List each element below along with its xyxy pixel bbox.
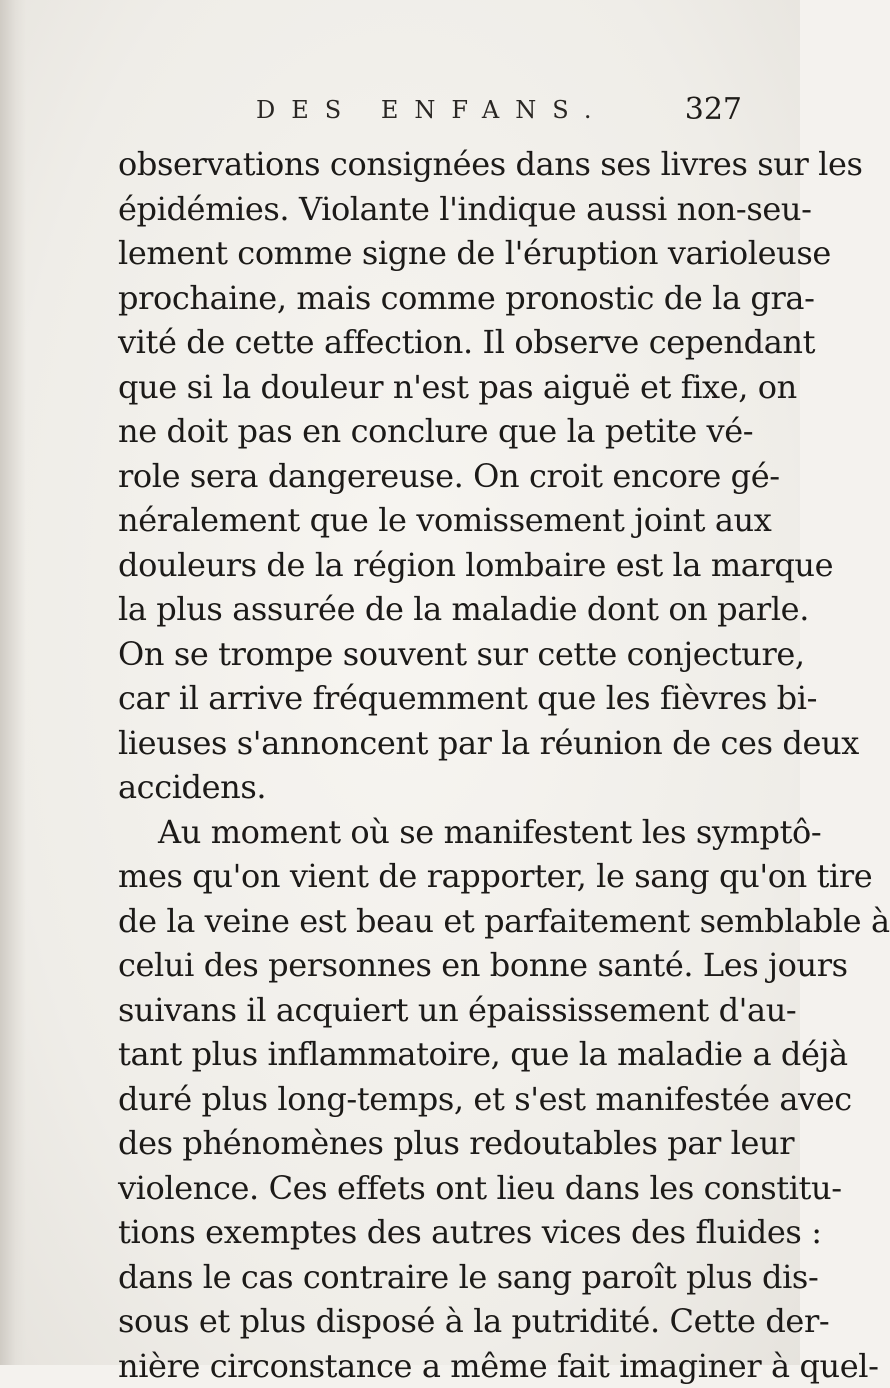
- text-line: tant plus inflammatoire, que la maladie a déjà: [118, 1032, 740, 1077]
- text-line: role sera dangereuse. On croit encore gé-: [118, 454, 740, 499]
- text-line: tions exemptes des autres vices des fluides :: [118, 1210, 740, 1255]
- text-line: lement comme signe de l'éruption varioleuse: [118, 231, 740, 276]
- text-line: néralement que le vomissement joint aux: [118, 498, 740, 543]
- text-line: prochaine, mais comme pronostic de la gra-: [118, 276, 740, 321]
- text-line: des phénomènes plus redoutables par leur: [118, 1121, 740, 1166]
- text-line: car il arrive fréquemment que les fièvres bi-: [118, 676, 740, 721]
- running-title: DES ENFANS.: [256, 96, 607, 124]
- text-line: la plus assurée de la maladie dont on parle.: [118, 587, 740, 632]
- text-line: vité de cette affection. Il observe cependant: [118, 320, 740, 365]
- text-line: que si la douleur n'est pas aiguë et fixe, on: [118, 365, 740, 410]
- text-line: ne doit pas en conclure que la petite vé-: [118, 409, 740, 454]
- text-line-paragraph-start: Au moment où se manifestent les symptô-: [118, 810, 740, 855]
- text-line: suivans il acquiert un épaississement d'au-: [118, 988, 740, 1033]
- text-line: douleurs de la région lombaire est la marque: [118, 543, 740, 588]
- text-line: nière circonstance a même fait imaginer à quel-: [118, 1344, 740, 1388]
- text-line: celui des personnes en bonne santé. Les jours: [118, 943, 740, 988]
- body-text: [118, 142, 740, 1388]
- text-line: On se trompe souvent sur cette conjecture,: [118, 632, 740, 677]
- text-line: lieuses s'annoncent par la réunion de ces deux: [118, 721, 740, 766]
- page-gutter-shadow: [0, 0, 26, 1365]
- page-header: [256, 92, 742, 136]
- text-line: sous et plus disposé à la putridité. Cette der-: [118, 1299, 740, 1344]
- text-line: mes qu'on vient de rapporter, le sang qu'on tire: [118, 854, 740, 899]
- text-line: épidémies. Violante l'indique aussi non-seu-: [118, 187, 740, 232]
- text-line: duré plus long-temps, et s'est manifestée avec: [118, 1077, 740, 1122]
- text-line: violence. Ces effets ont lieu dans les constitu-: [118, 1166, 740, 1211]
- text-line: observations consignées dans ses livres sur les: [118, 142, 740, 187]
- text-line-paragraph-end: accidens.: [118, 765, 740, 810]
- text-line: de la veine est beau et parfaitement semblable à: [118, 899, 740, 944]
- page-number: 327: [685, 92, 742, 127]
- text-line: dans le cas contraire le sang paroît plus dis-: [118, 1255, 740, 1300]
